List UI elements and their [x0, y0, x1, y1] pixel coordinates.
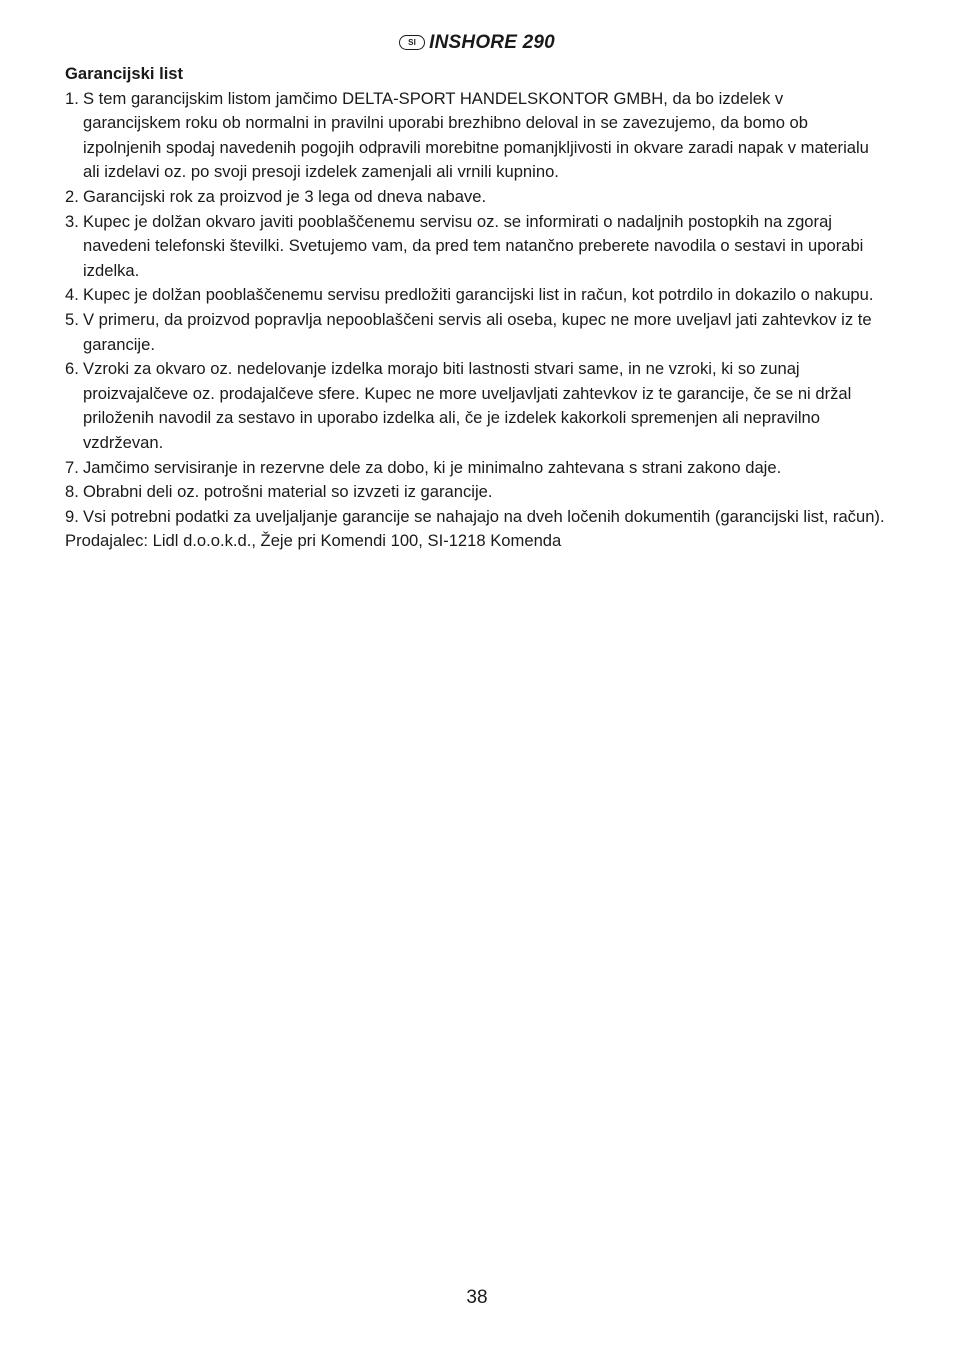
product-title: INSHORE 290 [429, 32, 555, 53]
list-item [65, 480, 885, 505]
list-item [65, 283, 885, 308]
item-text: Jamčimo servisiranje in rezervne dele za dobo, ki je minimalno zahtevana s strani zakono daje. [83, 457, 782, 477]
seller-info: Prodajalec: Lidl d.o.o.k.d., Žeje pri Komendi 100, SI-1218 Komenda [65, 531, 562, 551]
page-number: 38 [466, 1287, 488, 1308]
item-number: 7. [65, 457, 79, 477]
item-text: V primeru, da proizvod popravlja nepooblaščeni servis ali oseba, kupec ne more uveljavl jati zahtevkov iz te garancije. [83, 309, 872, 354]
item-number: 3. [65, 211, 79, 231]
item-number: 5. [65, 309, 79, 329]
item-number: 8. [65, 482, 79, 502]
item-number: 4. [65, 285, 79, 305]
page-header [0, 31, 954, 55]
item-text: S tem garancijskim listom jamčimo DELTA-SPORT HANDELSKONTOR GMBH, da bo izdelek v garancijskem roku ob normalni in pravilni uporabi brezhibno deloval in se zavezujemo, da bomo ob izpolnjenih spodaj navedenih pogojih odpravili morebitne pomanjkljivosti in okvare zaradi napak v materialu ali izdelavi oz. po svoji presoji izdelek zamenjali ali vrnili kupnino. [83, 88, 869, 182]
list-item [65, 505, 885, 530]
item-number: 2. [65, 186, 79, 206]
list-item [65, 210, 885, 284]
language-badge: SI [399, 35, 425, 50]
list-item [65, 456, 885, 481]
section-title: Garancijski list [65, 64, 184, 83]
item-text: Vsi potrebni podatki za uveljaljanje garancije se nahajajo na dveh ločenih dokumentih (garancijski list, račun). [83, 506, 885, 526]
item-text: Vzroki za okvaro oz. nedelovanje izdelka morajo biti lastnosti stvari same, in ne vzroki, ki so zunaj proizvajalčeve oz. prodajalčeve sfere. Kupec ne more uveljavljati zahtevkov iz te garancije, če se ni držal priloženih navodil za sestavo in uporabo izdelka ali, če je izdelek kakorkoli spremenjen ali nepravilno vzdrževan. [83, 359, 852, 452]
item-number: 6. [65, 359, 79, 379]
item-text: Kupec je dolžan okvaro javiti pooblaščenemu servisu oz. se informirati o nadaljnih postopkih na zgoraj navedeni telefonski številki. Svetujemo vam, da pred tem natančno preberete navodila o sestavi in uporabi izdelka. [83, 211, 864, 280]
list-item [65, 357, 885, 455]
warranty-section [65, 62, 885, 554]
list-item [65, 185, 885, 210]
item-number: 1. [65, 88, 79, 108]
item-text: Garancijski rok za proizvod je 3 lega od dneva nabave. [83, 186, 487, 206]
item-number: 9. [65, 506, 79, 526]
item-text: Kupec je dolžan pooblaščenemu servisu predložiti garancijski list in račun, kot potrdilo in dokazilo o nakupu. [83, 285, 874, 305]
warranty-terms-list [65, 87, 885, 530]
item-text: Obrabni deli oz. potrošni material so izvzeti iz garancije. [83, 482, 493, 502]
list-item [65, 308, 885, 357]
list-item [65, 87, 885, 185]
